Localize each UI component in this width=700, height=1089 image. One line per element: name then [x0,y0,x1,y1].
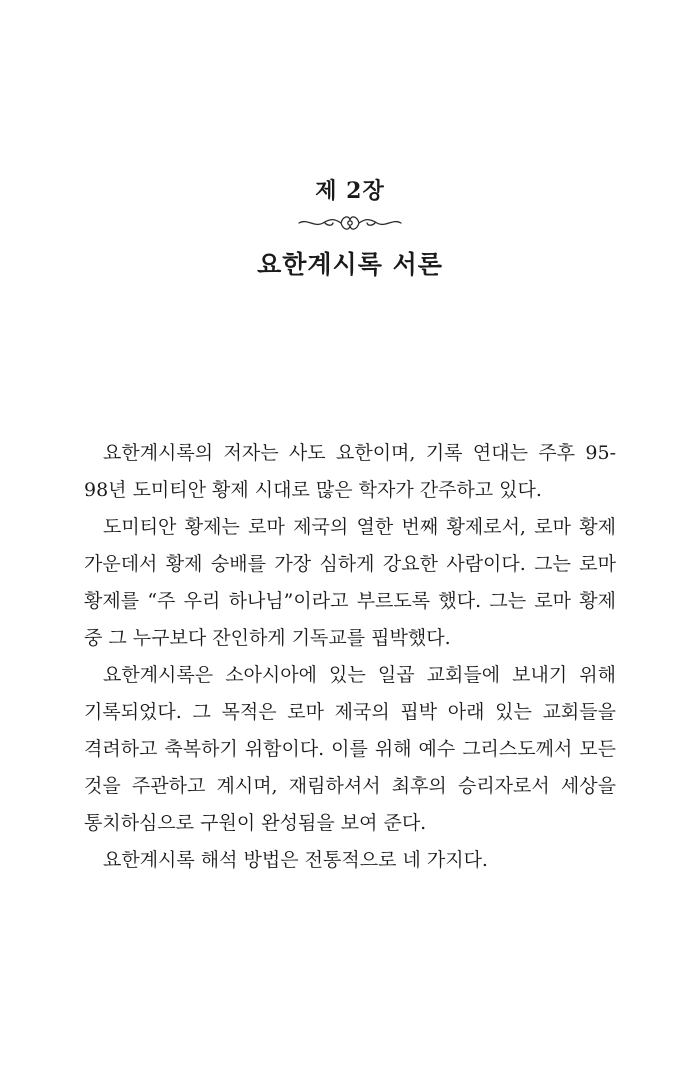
ornament-flourish-icon [295,212,405,234]
chapter-number: 제 2장 [315,178,385,204]
paragraph: 요한계시록의 저자는 사도 요한이며, 기록 연대는 주후 95-98년 도미티안 황제 시대로 많은 학자가 간주하고 있다. [84,442,616,501]
paragraph: 요한계시록은 소아시아에 있는 일곱 교회들에 보내기 위해 기록되었다. 그 목적은 로마 제국의 핍박 아래 있는 교회들을 격려하고 축복하기 위함이다. 이를 위해 예수 그리스도께서 모든 것을 주관하고 계시며, 재림하셔서 최후의 승리자로서 세상을 통치하심으로 구원이 완성됨을 보여 준다. [84,664,616,834]
body-text [84,435,616,879]
paragraph: 도미티안 황제는 로마 제국의 열한 번째 황제로서, 로마 황제 가운데서 황제 숭배를 가장 심하게 강요한 사람이다. 그는 로마 황제를 “주 우리 하나님”이라고 부르도록 했다. 그는 로마 황제 중 그 누구보다 잔인하게 기독교를 핍박했다. [84,516,616,649]
paragraph: 요한계시록 해석 방법은 전통적으로 네 가지다. [103,849,488,871]
chapter-title: 요한계시록 서론 [257,250,443,279]
chapter-heading [0,176,700,282]
